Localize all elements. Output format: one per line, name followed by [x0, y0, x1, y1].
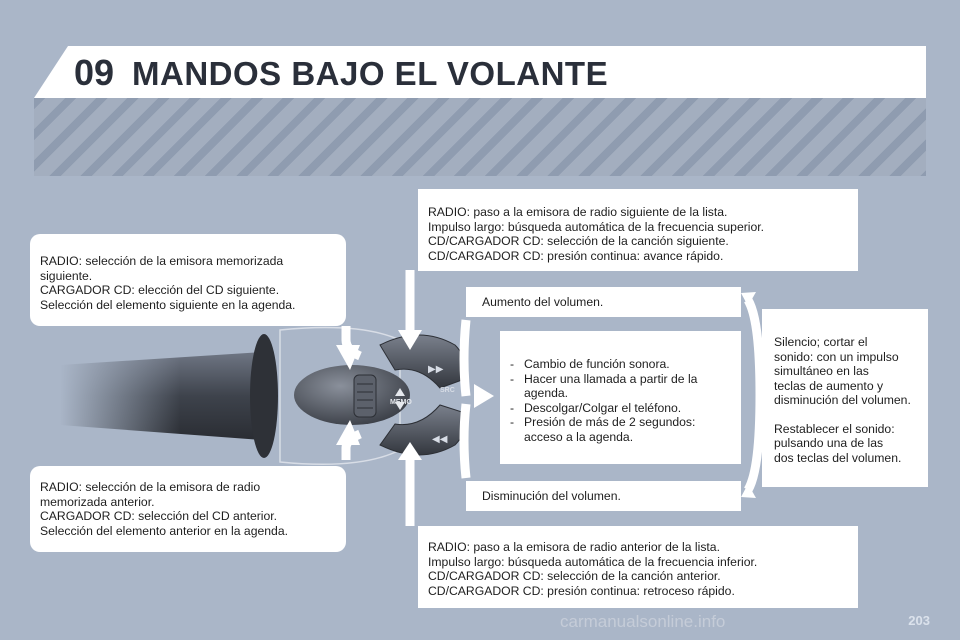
svg-text:◀◀: ◀◀: [432, 434, 448, 445]
page-number: 203: [908, 613, 930, 628]
src-item: acceso a la agenda.: [524, 429, 634, 444]
mute-line: sonido: con un impulso: [774, 349, 899, 364]
src-item: agenda.: [524, 386, 569, 400]
memo-label: MEMO: [390, 399, 412, 406]
volume-down-text: Disminución del volumen.: [482, 489, 621, 503]
mute-line: Restablecer el sonido:: [774, 421, 895, 436]
memo-prev-box: [30, 466, 346, 552]
mute-line: Silencio; cortar el: [774, 335, 868, 349]
seek-down-box: [418, 526, 858, 608]
memo-thumbwheel: [354, 375, 376, 417]
volume-up-box: [466, 287, 741, 317]
mute-line: disminución del volumen.: [774, 393, 911, 407]
seek-down-line: RADIO: paso a la emisora de radio anterior de la lista.: [428, 540, 720, 554]
src-item: Descolgar/Colgar el teléfono.: [524, 400, 682, 415]
src-item: Presión de más de 2 segundos:: [524, 415, 696, 429]
mute-line: pulsando una de las: [774, 436, 884, 450]
seek-up-box: [418, 189, 858, 271]
memo-prev-line: CARGADOR CD: selección del CD anterior.: [40, 509, 278, 523]
footer-watermark: carmanualsonline.info: [560, 612, 726, 631]
seek-down-line: CD/CARGADOR CD: presión continua: retroceso rápido.: [428, 583, 735, 598]
src-item: Hacer una llamada a partir de la: [524, 371, 698, 386]
mute-line: teclas de aumento y: [774, 378, 884, 393]
memo-prev-line: memorizada anterior.: [40, 494, 155, 509]
seek-up-line: CD/CARGADOR CD: selección de la canción siguiente.: [428, 234, 729, 248]
memo-next-line: RADIO: selección de la emisora memorizada: [40, 254, 284, 268]
seek-down-line: Impulso largo: búsqueda automática de la frecuencia inferior.: [428, 554, 758, 569]
mute-line: simultáneo en las: [774, 364, 869, 378]
memo-next-line: Selección del elemento siguiente en la agenda.: [40, 297, 296, 312]
src-box: - Cambio de función sonora. - Hacer una llamada a partir de la agenda. - Descolgar/Colgar el teléfono. - Presión de más de 2 segundos: acceso a la agenda.: [500, 331, 741, 464]
seek-up-line: RADIO: paso a la emisora de radio siguiente de la lista.: [428, 205, 728, 219]
src-item: Cambio de función sonora.: [524, 357, 670, 371]
volume-down-box: [466, 481, 741, 511]
stalk-collar: [250, 334, 278, 458]
memo-next-box: [30, 234, 346, 326]
seek-up-line: CD/CARGADOR CD: presión continua: avance rápido.: [428, 248, 724, 263]
chapter-number: 09: [74, 52, 115, 93]
src-label: SRC: [440, 387, 455, 394]
control-body: [294, 365, 410, 425]
volume-up-text: Aumento del volumen.: [482, 295, 604, 309]
memo-next-line: CARGADOR CD: elección del CD siguiente.: [40, 283, 280, 297]
memo-next-line: siguiente.: [40, 268, 93, 283]
svg-text:▶▶: ▶▶: [428, 364, 444, 375]
seek-down-line: CD/CARGADOR CD: selección de la canción anterior.: [428, 569, 721, 583]
memo-prev-line: Selección del elemento anterior en la agenda.: [40, 523, 288, 538]
page-title: MANDOS BAJO EL VOLANTE: [132, 55, 609, 92]
mute-box: [762, 309, 928, 487]
seek-up-line: Impulso largo: búsqueda automática de la frecuencia superior.: [428, 219, 765, 234]
mute-line: dos teclas del volumen.: [774, 450, 902, 465]
memo-prev-line: RADIO: selección de la emisora de radio: [40, 480, 261, 494]
